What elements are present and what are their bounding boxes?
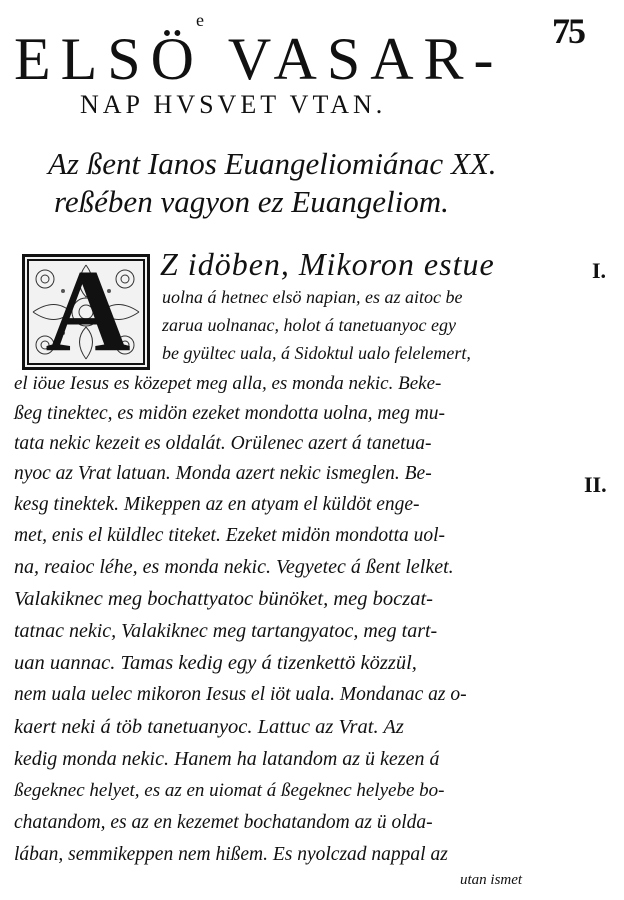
margin-number-2: II. [584, 472, 607, 497]
body-line: uolna á hetnec elsö napian, es az aitoc be [162, 287, 463, 307]
body-line: nyoc az Vrat latuan. Monda azert nekic ismeglen. Be- [14, 463, 432, 484]
body-line: ßegeknec helyet, es az en uiomat á ßegeknec helyebe bo- [14, 780, 445, 801]
body-line: zarua uolnanac, holot á tanetuanyoc egy [162, 315, 456, 335]
body-line: nem uala uelec mikoron Iesus el iöt uala. Mondanac az o- [14, 684, 467, 705]
body-line: tatnac nekic, Valakiknec meg tartangyatoc, meg tart- [14, 620, 438, 642]
body-line: be gyültec uala, á Sidoktul ualo felelemert, [162, 343, 471, 363]
body-line: kaert neki á töb tanetuanyoc. Lattuc az Vrat. Az [14, 716, 404, 738]
body-line: kesg tinektek. Mikeppen az en atyam el küldöt enge- [14, 494, 420, 515]
body-line: tata nekic kezeit es oldalát. Orülenec azert á tanetua- [14, 433, 432, 454]
title-accent-mark: e [196, 10, 204, 30]
body-line: Valakiknec meg bochattyatoc bünöket, meg boczat- [14, 588, 433, 610]
initial-letter: A [45, 254, 131, 370]
body-line: na, reaioc léhe, es monda nekic. Vegyetec á ßent lelket. [14, 556, 454, 578]
body-line: uan uannac. Tamas kedig egy á tizenkettö közzül, [14, 652, 417, 674]
catchword: utan ismet [460, 872, 523, 888]
subtitle [48, 145, 568, 221]
body-line: met, enis el küldlec titeket. Ezeket midön mondotta uol- [14, 525, 446, 546]
body-line: lában, semmikeppen nem hißem. Es nyolczad nappal az [14, 844, 448, 865]
page-title: ELSÖ VASAR- [14, 26, 504, 92]
decorated-initial [22, 254, 150, 370]
first-text-line: Z idöben, Mikoron estue [160, 246, 495, 282]
body-line: chatandom, es az en kezemet bochatandom az ü olda- [14, 812, 433, 833]
body-line: el iöue Iesus es közepet meg alla, es monda nekic. Beke- [14, 373, 442, 394]
subtitle-line-2: reßében vagyon ez Euangeliom. [54, 184, 449, 219]
margin-number-1: I. [592, 258, 607, 283]
body-line: ßeg tinektec, es midön ezeket mondotta uolna, meg mu- [14, 403, 446, 424]
page-title-line-2: NAP HVSVET VTAN. [80, 90, 387, 119]
page-number: 75 [552, 11, 584, 51]
subtitle-line-1: Az ßent Ianos Euangeliomiánac XX. [48, 146, 497, 181]
body-line: kedig monda nekic. Hanem ha latandom az ü kezen á [14, 748, 440, 770]
